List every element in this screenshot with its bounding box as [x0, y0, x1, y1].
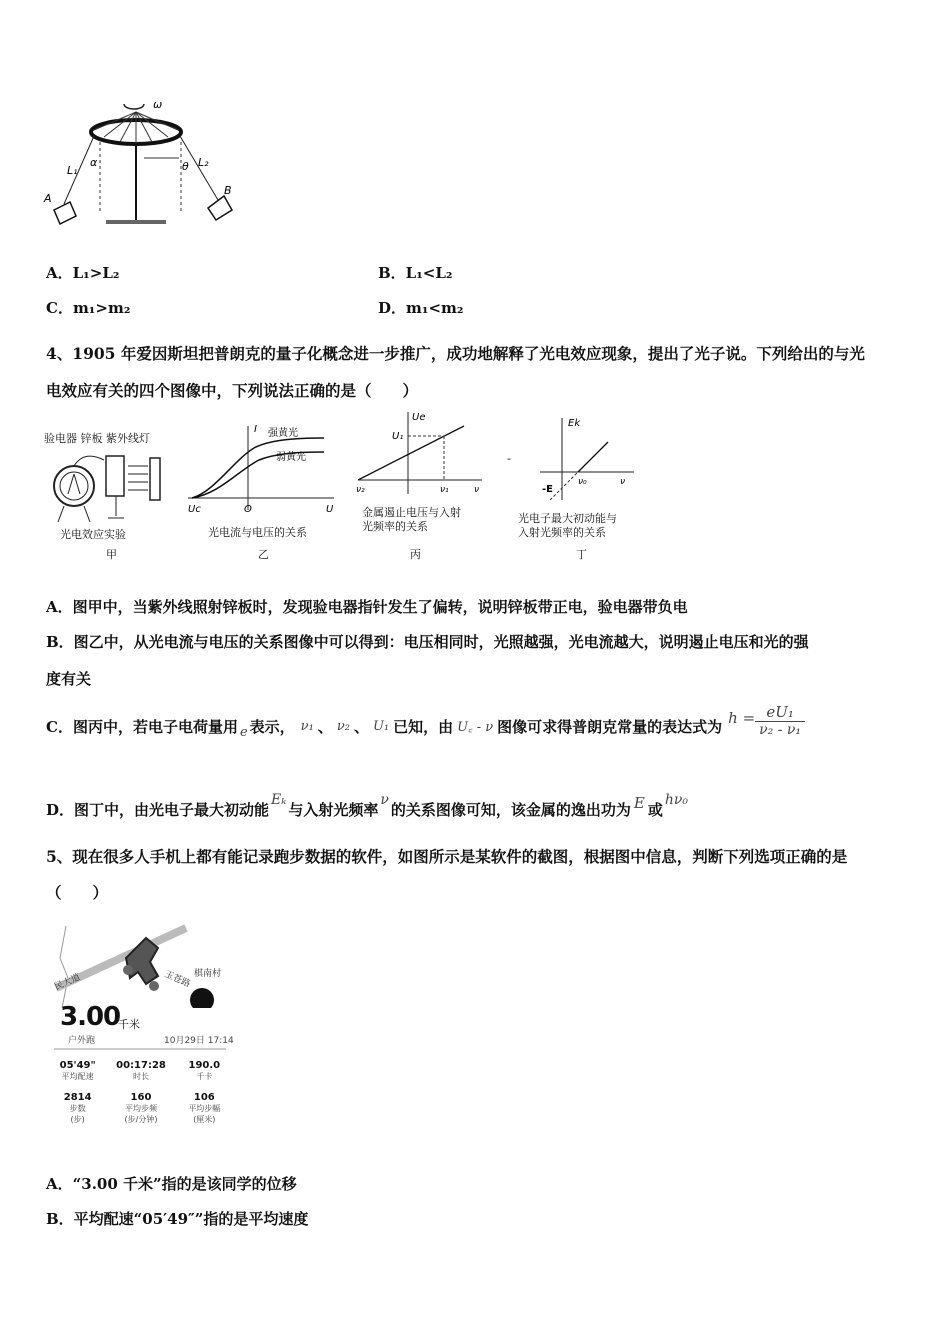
c-v2-symbol: ν₂	[336, 718, 350, 734]
yi-tag: 乙	[258, 548, 269, 561]
app-stat: 2814 步数 (步)	[63, 1092, 92, 1124]
d-text-mid1: 与入射光频率	[288, 801, 379, 819]
c-e-symbol: e	[239, 724, 248, 740]
A-label: A	[44, 192, 52, 205]
omega-label: ω	[153, 98, 163, 111]
q3-figure	[40, 92, 250, 232]
q4-option-d[interactable]	[46, 786, 688, 820]
bucket-A	[54, 202, 76, 224]
L1-label: L₁	[67, 164, 78, 177]
map-route	[126, 938, 158, 984]
B-label: B	[224, 184, 232, 197]
map-start-marker	[123, 965, 133, 975]
d-v-symbol: ν	[380, 792, 389, 808]
q4-stem-line1: 4、1905 年爱因斯坦把普朗克的量子化概念进一步推广，成功地解释了光电效应现象，提出了光子说。下列给出的与光	[46, 344, 865, 363]
yi-weak-label: 弱黄光	[276, 452, 306, 463]
bing-tag: 丙	[410, 548, 421, 561]
c-text-pre: C．图丙中，若电子电荷量用	[46, 717, 238, 736]
map-road1-label: 民大道	[53, 972, 82, 993]
bing-caption-2: 光频率的关系	[362, 520, 428, 533]
theta-label: θ	[182, 160, 189, 173]
map-end-marker	[149, 981, 159, 991]
yi-Uc-label: Uc	[188, 504, 201, 515]
app-activity: 户外跑	[68, 1036, 96, 1046]
c-sep1: 、	[317, 717, 333, 736]
uv-lamp	[150, 458, 160, 500]
bing-U1-label: U₁	[392, 431, 404, 442]
zinc-plate	[106, 456, 124, 496]
map-road2-label: 玉苍路	[162, 969, 192, 990]
bing-v1-label: ν₁	[440, 485, 449, 495]
ding-v0-label: ν₀	[578, 477, 587, 487]
jia-caption: 光电效应实验	[60, 528, 126, 541]
d-text-pre: D．图丁中，由光电子最大初动能	[46, 801, 270, 819]
d-E-symbol: E	[633, 794, 645, 812]
app-stat: 106 平均步幅 (厘米)	[188, 1092, 221, 1124]
c-text-mid1: 表示，	[249, 717, 295, 736]
q4-figure-ding	[516, 414, 646, 570]
yi-strong-curve	[192, 438, 324, 498]
q3-option-b[interactable]: B．L₁<L₂	[378, 264, 453, 282]
ding-Ek-label: Ek	[568, 418, 581, 429]
L2-label: L₂	[198, 156, 209, 169]
q4-option-b-line2: 度有关	[46, 670, 92, 688]
d-text-mid2: 的关系图像可知，该金属的逸出功为	[390, 801, 631, 819]
app-divider	[54, 1048, 226, 1050]
ding-negE-label: -E	[542, 484, 553, 495]
yi-U-label: U	[326, 504, 334, 515]
c-Uc-v-symbol: U꜀ - ν	[457, 720, 494, 735]
q4-figure-yi	[184, 420, 344, 570]
rotation-arrow-icon	[124, 104, 144, 109]
q4-option-c[interactable]	[46, 704, 805, 748]
q3-option-a[interactable]: A．L₁>L₂	[46, 264, 120, 282]
app-date: 10月29日 17:14	[164, 1036, 234, 1046]
bing-line	[358, 426, 464, 480]
c-text-mid3: 图像可求得普朗克常量的表达式为	[497, 717, 723, 736]
yi-I-label: I	[254, 424, 257, 435]
bing-Ue-label: Ue	[412, 412, 426, 423]
jia-tag: 甲	[106, 548, 117, 561]
app-stat: 00:17:28 时长	[116, 1060, 166, 1081]
running-app-screenshot	[46, 918, 236, 1148]
ding-line	[578, 442, 608, 472]
app-distance-unit: 千米	[118, 1018, 140, 1031]
bing-v-label: ν	[474, 485, 480, 495]
map-avatar	[190, 988, 214, 1008]
q4-option-b-line1[interactable]: B．图乙中，从光电流与电压的关系图像中可以得到：电压相同时，光照越强，光电流越大，说明遏止电压和光的强	[46, 633, 809, 651]
bing-v2-label: ν₂	[356, 485, 365, 495]
c-fraction-denominator: ν₂ - ν₁	[759, 721, 802, 738]
bing-caption-1: 金属遏止电压与入射	[362, 506, 461, 519]
q5-option-a[interactable]: A．“3.00 千米”指的是该同学的位移	[46, 1175, 297, 1193]
ding-tag: 丁	[576, 548, 587, 561]
q4-option-a[interactable]: A．图甲中，当紫外线照射锌板时，发现验电器指针发生了偏转，说明锌板带正电，验电器带负电	[46, 598, 688, 616]
d-text-or: 或	[647, 801, 663, 819]
c-U1-symbol: U₁	[372, 718, 390, 734]
ding-caption-1: 光电子最大初动能与	[518, 512, 617, 525]
q3-option-c[interactable]: C．m₁>m₂	[46, 299, 131, 317]
ding-caption-2: 入射光频率的关系	[518, 526, 606, 539]
q4-figure-jia	[44, 428, 184, 568]
base	[106, 220, 166, 224]
c-v1-symbol: ν₁	[300, 718, 314, 734]
map-road-thin	[60, 926, 68, 1008]
c-fraction-numerator: eU₁	[755, 703, 805, 722]
yi-strong-label: 强黄光	[268, 428, 298, 439]
alpha-label: α	[90, 156, 98, 169]
map-village-label: 棋南村	[194, 969, 222, 979]
q4-figure-bing	[352, 408, 492, 570]
app-stat: 160 平均步频 (步/分钟)	[124, 1092, 158, 1124]
ding-dash: -	[507, 452, 511, 465]
c-h-symbol: h =	[728, 709, 756, 727]
q5-stem-line2: （ ）	[46, 883, 109, 902]
c-sep2: 、	[353, 717, 369, 736]
q3-option-d[interactable]: D．m₁<m₂	[378, 299, 464, 317]
app-distance: 3.00	[60, 1002, 121, 1032]
q4-stem-line2: 电效应有关的四个图像中，下列说法正确的是（ ）	[46, 381, 419, 400]
q5-option-b[interactable]: B．平均配速“05′49″”指的是平均速度	[46, 1210, 309, 1228]
yi-caption: 光电流与电压的关系	[208, 526, 307, 539]
app-stats-grid	[46, 1060, 236, 1125]
app-stat: 190.0 千卡	[188, 1060, 221, 1081]
d-hv0-symbol: hν₀	[664, 792, 688, 808]
ding-v-label: ν	[620, 477, 626, 487]
c-text-mid2: 已知，由	[393, 717, 454, 736]
app-stat: 05'49" 平均配速	[59, 1060, 96, 1081]
yi-O-label: O	[244, 504, 252, 515]
d-Ek-symbol: Eₖ	[271, 792, 287, 808]
bucket-B	[208, 196, 232, 220]
jia-labels: 验电器 锌板 紫外线灯	[44, 432, 150, 445]
q5-stem-line1: 5、现在很多人手机上都有能记录跑步数据的软件，如图所示是某软件的截图，根据图中信息，判断下列选项正确的是	[46, 847, 848, 866]
c-fraction	[755, 703, 805, 738]
uv-rays	[128, 466, 148, 490]
